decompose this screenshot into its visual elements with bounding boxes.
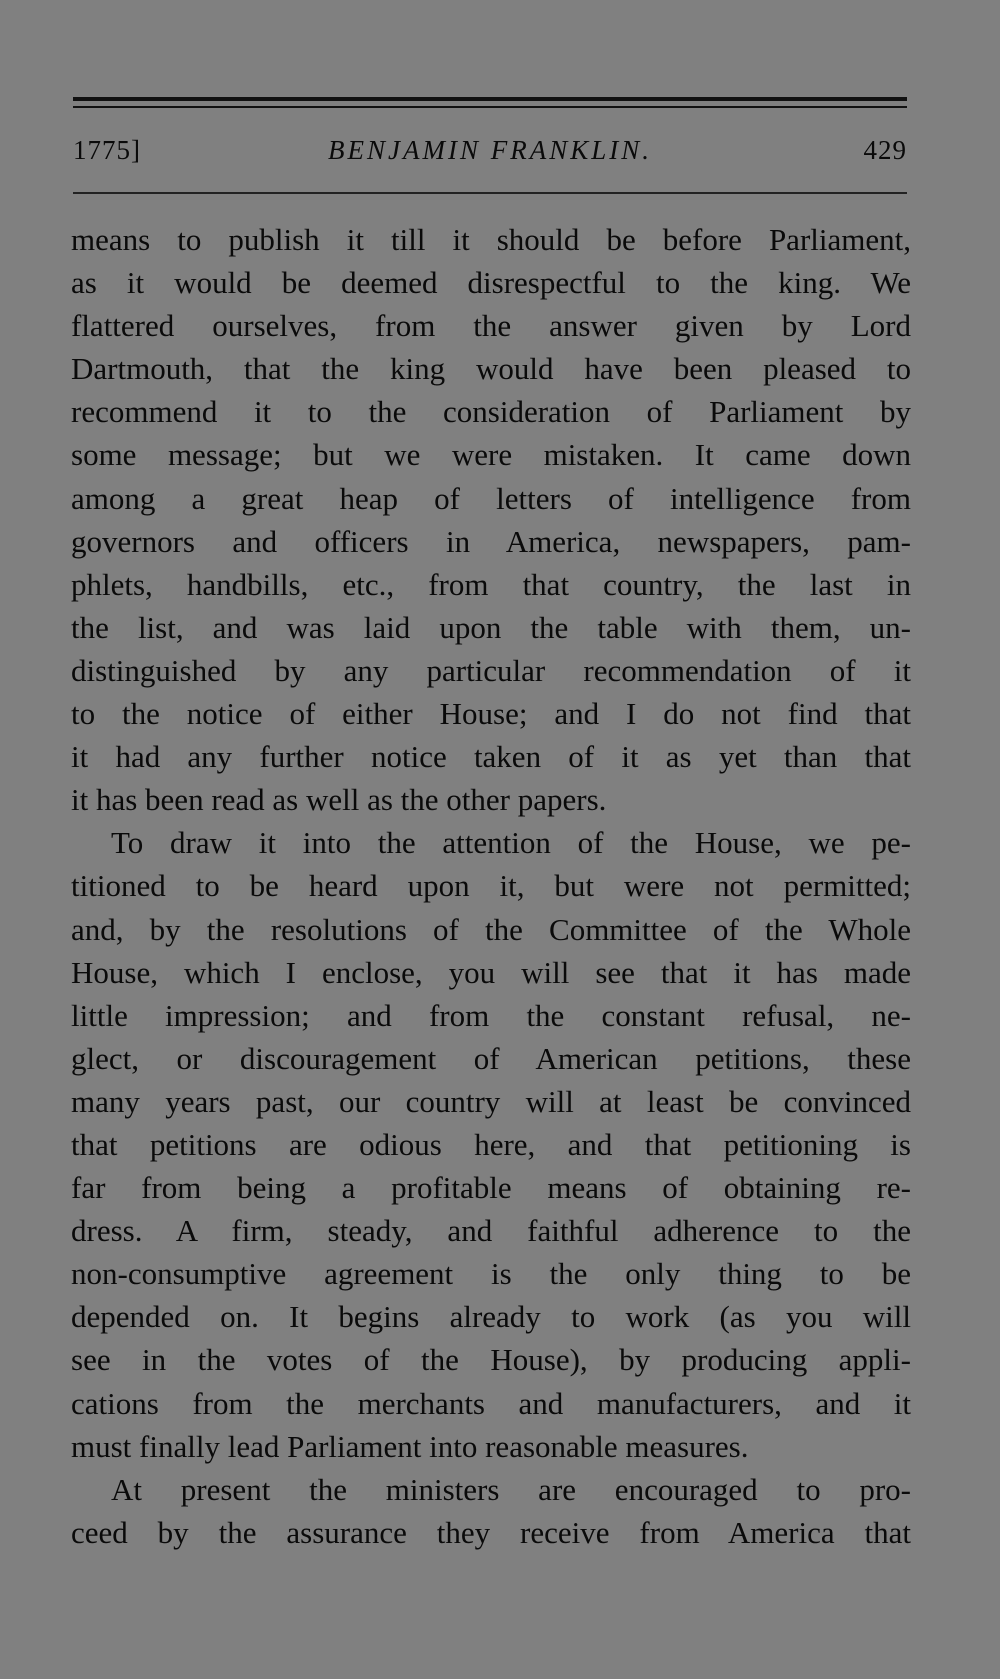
text-line: titioned to be heard upon it, but were not permitted; [71,868,911,904]
text-line: the list, and was laid upon the table with them, un- [71,609,911,645]
text-line: far from being a profitable means of obtaining re- [71,1170,911,1206]
text-line: distinguished by any particular recommendation of it [71,652,911,688]
text-line: Dartmouth, that the king would have been pleased to [71,351,911,387]
text-line: must finally lead Parliament into reasonable measures. [71,1428,749,1464]
header-year: 1775] [73,135,141,165]
header-rule-bottom [73,192,907,194]
header-title: BENJAMIN FRANKLIN. [328,135,652,165]
text-line: that petitions are odious here, and that petitioning is [71,1126,911,1162]
text-line: At present the ministers are encouraged to pro- [111,1471,911,1507]
text-line: ceed by the assurance they receive from America that [71,1514,911,1550]
text-line: and, by the resolutions of the Committee of the Whole [71,911,911,947]
text-line: it has been read as well as the other papers. [71,782,607,818]
text-line: cations from the merchants and manufacturers, and it [71,1385,911,1421]
text-line: phlets, handbills, etc., from that country, the last in [71,566,911,602]
text-line: dress. A firm, steady, and faithful adherence to the [71,1213,911,1249]
running-head [73,135,907,171]
text-line: recommend it to the consideration of Parliament by [71,394,911,430]
text-line: glect, or discouragement of American petitions, these [71,1040,911,1076]
text-line: many years past, our country will at least be convinced [71,1083,911,1119]
text-line: see in the votes of the House), by producing appli- [71,1342,911,1378]
text-line: non-consumptive agreement is the only thing to be [71,1256,911,1292]
text-line: means to publish it till it should be before Parliament, [71,222,911,257]
text-line: depended on. It begins already to work (as you will [71,1299,911,1335]
text-line: flattered ourselves, from the answer given by Lord [71,308,911,344]
page-number: 429 [863,135,907,165]
text-line: governors and officers in America, newspapers, pam- [71,523,911,559]
text-line: some message; but we were mistaken. It came down [71,437,911,473]
text-line: To draw it into the attention of the House, we pe- [111,825,911,861]
text-line: little impression; and from the constant refusal, ne- [71,997,911,1033]
body-text [71,218,911,1554]
text-line: House, which I enclose, you will see that it has made [71,954,911,990]
text-line: to the notice of either House; and I do not find that [71,696,911,732]
text-line: among a great heap of letters of intelligence from [71,480,911,516]
header-rule-thick [73,97,907,101]
text-line: as it would be deemed disrespectful to the king. We [71,265,911,301]
header-rule-thin [73,106,907,108]
text-line: it had any further notice taken of it as yet than that [71,739,911,775]
